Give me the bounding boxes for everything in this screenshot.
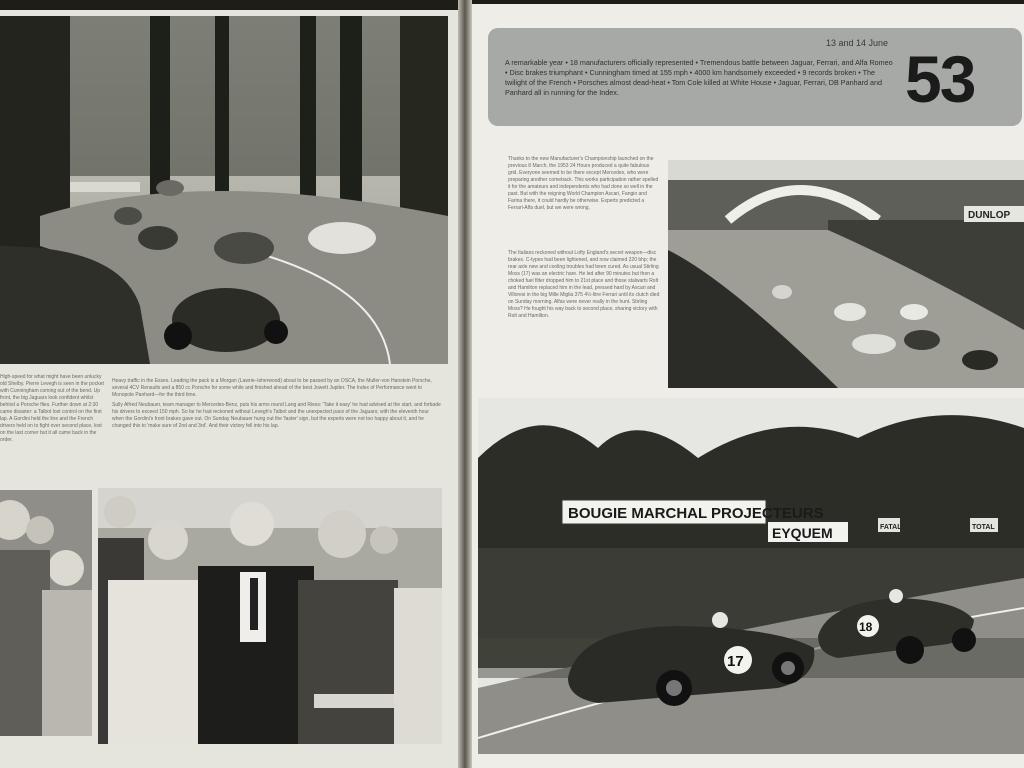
year-number: 53 — [905, 42, 975, 116]
eyquem-banner: EYQUEM — [772, 525, 833, 541]
dunlop-sign: DUNLOP — [968, 210, 1011, 221]
photo-jaguars — [478, 398, 1024, 754]
caption-right-col1: Thanks to the new Manufacturer's Championship launched on the previous 8 March, the 1953 24 Hours produced a quite fabulous grid. Everyone seemed to be there except Mercedes, who were preparing another comeback. This works participation rather spelled it for the amateurs and independents who had done so well in the past. But with the reigning World Champion Ascari, Fangio and Farina there, it could hardly be otherwise. Experts predicted a Ferrari-Alfa duel, but we were wrong. — [508, 156, 659, 211]
photo-track-curve — [0, 16, 448, 364]
year-summary: A remarkable year • 18 manufacturers officially represented • Tremendous battle between Jaguar, Ferrari, and Alfa Romeo • Disc brakes triumphant • Cunningham timed at 155 mph • 4000 km handsomely exceeded • 9 records broken • The twilight of the French • Porsches almost dead-heat • Tom Cole killed at White House • Jaguar, Ferrari, DB Panhard and Panhard all in running for the Index. — [505, 58, 893, 97]
photo-celebration — [98, 488, 442, 744]
caption-left-col1: High-speed for what might have been unlucky old Shelby. Pierre Levegh is seen in the pocket with Cunningham coming out of the bend. Up front, the big Jaguars look confident whilst behind a Porsche flies. Further down at 2:30 came disaster: a Talbot lost control on the first lap. A Gordini held the line and the French drivers held on to fight over second place, lost on the last corner but it all came back in the order. — [0, 374, 104, 443]
photo-celebration-left — [0, 490, 92, 736]
book-spine — [458, 0, 472, 768]
fatal-sign: FATAL — [880, 524, 902, 531]
car-17-number: 17 — [727, 653, 744, 670]
marchal-banner: BOUGIE MARCHAL PROJECTEURS — [568, 505, 824, 522]
car-18-number: 18 — [859, 620, 873, 634]
total-sign: TOTAL — [972, 524, 995, 531]
race-date: 13 and 14 June — [826, 38, 889, 48]
caption-right-col2: The Italians reckoned without Lofty England's secret weapon—disc brakes. C-types had been lightened, and now claimed 220 bhp; the rear axle new and cooling troubles had been cured. As usual Stirling Moss (17) was an electric hare. He led after 90 minutes but then a choked fuel filter dropped him to 21st place and those stalwarts Rolt and Hamilton replaced him in the lead, pressed hard by Ascari and Villoresi in the big Mille Miglia 375 4½-litre Ferrari until its clutch died on Sunday morning. Alfas were never really in the hunt. Stirling Moss? He fought his way back to second place, sharing victory with Rolt and Hamilton. — [508, 250, 660, 319]
photo-crowd-straight — [668, 160, 1024, 388]
caption-left-col2: Heavy traffic in the Esses. Leading the pack is a Morgan (Lawrie–Isherwood) about to be passed by an OSCA, the Muller-von Hanstein Porsche, several 4CV Renaults and a 850 cc Porsche for some while and finished ahead of the best Jowett Jupiter. The Index of Performance went to Monopole Panhard—for the third time. Sully Alfred Neubauer, team manager to Mercedes-Benz, puts his arms round Lang and Riess: 'Take it easy' he had advised at the start, and forbade his drivers to exceed 150 mph. So far he had reckoned without Levegh's Talbot and the unexpected pace of the Jaguars; with the eleventh hour when the Gordini's front brakes gave out. On Sunday Neubauer hung out the 'faster' sign, but the experts were not too happy about it, and he changed this to 'make sure of 2nd and 3rd'. And their victory fell into his lap. — [112, 378, 441, 429]
